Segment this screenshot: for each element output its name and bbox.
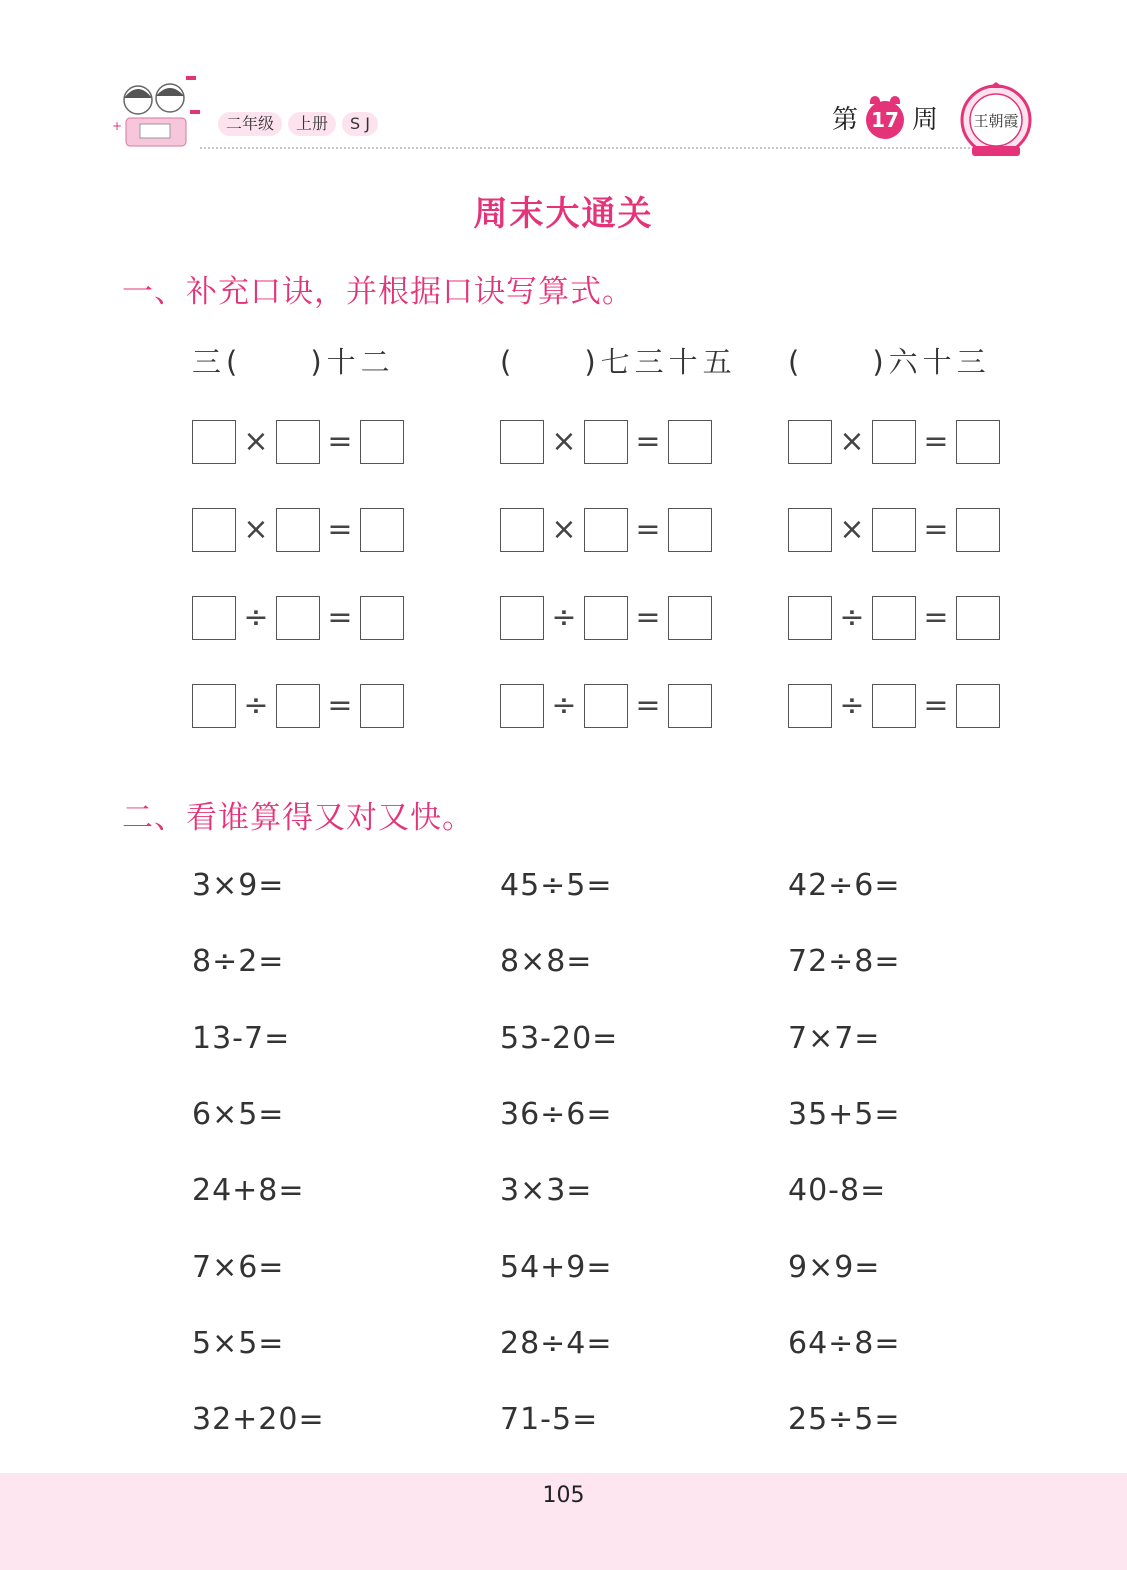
answer-box-result[interactable] <box>668 508 712 552</box>
answer-box-factor-2[interactable] <box>276 420 320 464</box>
edition-badge: S J <box>342 112 378 136</box>
arithmetic-problem: 3×3= <box>500 1173 593 1208</box>
arithmetic-problem: 13-7= <box>192 1021 291 1056</box>
operator-sign: ÷ <box>243 600 269 635</box>
answer-box-result[interactable] <box>360 508 404 552</box>
arithmetic-problem: 8÷2= <box>192 944 285 979</box>
svg-text:+: + <box>112 119 123 133</box>
answer-box-factor-1[interactable] <box>788 508 832 552</box>
equals-sign: = <box>923 688 949 723</box>
arithmetic-problem: 32+20= <box>192 1402 325 1437</box>
answer-box-factor-1[interactable] <box>500 508 544 552</box>
operator-sign: ÷ <box>839 600 865 635</box>
answer-box-factor-1[interactable] <box>788 596 832 640</box>
operator-sign: ÷ <box>839 688 865 723</box>
answer-box-factor-2[interactable] <box>276 596 320 640</box>
answer-box-result[interactable] <box>668 596 712 640</box>
week-suffix: 周 <box>912 105 939 135</box>
equals-sign: = <box>327 512 353 547</box>
answer-box-factor-2[interactable] <box>872 420 916 464</box>
arithmetic-problem: 7×7= <box>788 1021 881 1056</box>
week-prefix: 第 <box>832 105 859 135</box>
arithmetic-problem: 71-5= <box>500 1402 599 1437</box>
children-reading-illustration <box>108 68 208 156</box>
arithmetic-problem: 64÷8= <box>788 1326 901 1361</box>
arithmetic-problem: 9×9= <box>788 1250 881 1285</box>
equals-sign: = <box>923 600 949 635</box>
operator-sign: ÷ <box>243 688 269 723</box>
operator-sign: × <box>551 424 577 459</box>
equals-sign: = <box>923 512 949 547</box>
arithmetic-problem: 3×9= <box>192 868 285 903</box>
equals-sign: = <box>327 688 353 723</box>
answer-box-result[interactable] <box>360 596 404 640</box>
arithmetic-problem: 8×8= <box>500 944 593 979</box>
answer-box-result[interactable] <box>360 684 404 728</box>
page-number: 105 <box>542 1483 585 1508</box>
operator-sign: × <box>243 424 269 459</box>
rhyme-1: 三( )十二 <box>192 345 395 379</box>
page-title: 周末大通关 <box>473 194 654 234</box>
equals-sign: = <box>635 512 661 547</box>
operator-sign: ÷ <box>551 600 577 635</box>
arithmetic-problem: 35+5= <box>788 1097 901 1132</box>
arithmetic-problem: 24+8= <box>192 1173 305 1208</box>
answer-box-factor-1[interactable] <box>788 684 832 728</box>
answer-box-factor-1[interactable] <box>500 596 544 640</box>
answer-box-factor-2[interactable] <box>276 508 320 552</box>
answer-box-result[interactable] <box>956 508 1000 552</box>
arithmetic-problem: 7×6= <box>192 1250 285 1285</box>
equals-sign: = <box>327 600 353 635</box>
section-2-heading: 二、看谁算得又对又快。 <box>122 800 474 836</box>
svg-text:王朝霞: 王朝霞 <box>973 112 1019 130</box>
answer-box-factor-2[interactable] <box>872 684 916 728</box>
answer-box-result[interactable] <box>956 420 1000 464</box>
answer-box-result[interactable] <box>956 596 1000 640</box>
answer-box-factor-2[interactable] <box>584 684 628 728</box>
arithmetic-problem: 54+9= <box>500 1250 613 1285</box>
answer-box-factor-1[interactable] <box>500 420 544 464</box>
week-number-badge: 17 <box>866 101 904 139</box>
equals-sign: = <box>635 688 661 723</box>
volume-badge: 上册 <box>288 112 336 136</box>
operator-sign: ÷ <box>551 688 577 723</box>
page-header <box>0 0 1127 170</box>
header-divider <box>200 147 970 149</box>
arithmetic-problem: 5×5= <box>192 1326 285 1361</box>
answer-box-result[interactable] <box>360 420 404 464</box>
arithmetic-problem: 53-20= <box>500 1021 619 1056</box>
answer-box-factor-2[interactable] <box>276 684 320 728</box>
operator-sign: × <box>243 512 269 547</box>
answer-box-factor-2[interactable] <box>872 596 916 640</box>
arithmetic-problem: 42÷6= <box>788 868 901 903</box>
rhyme-3: ( )六十三 <box>788 345 991 379</box>
answer-box-factor-1[interactable] <box>788 420 832 464</box>
arithmetic-problem: 36÷6= <box>500 1097 613 1132</box>
equals-sign: = <box>635 424 661 459</box>
answer-box-factor-2[interactable] <box>584 420 628 464</box>
arithmetic-problem: 45÷5= <box>500 868 613 903</box>
equals-sign: = <box>327 424 353 459</box>
arithmetic-problem: 25÷5= <box>788 1402 901 1437</box>
arithmetic-problem: 6×5= <box>192 1097 285 1132</box>
equals-sign: = <box>635 600 661 635</box>
answer-box-factor-1[interactable] <box>192 684 236 728</box>
answer-box-factor-2[interactable] <box>872 508 916 552</box>
brand-seal-logo <box>958 80 1034 160</box>
operator-sign: × <box>839 512 865 547</box>
arithmetic-problem: 72÷8= <box>788 944 901 979</box>
answer-box-factor-1[interactable] <box>192 508 236 552</box>
answer-box-factor-1[interactable] <box>192 420 236 464</box>
answer-box-result[interactable] <box>668 684 712 728</box>
answer-box-result[interactable] <box>956 684 1000 728</box>
answer-box-factor-2[interactable] <box>584 596 628 640</box>
grade-badge: 二年级 <box>218 112 282 136</box>
arithmetic-problem: 28÷4= <box>500 1326 613 1361</box>
rhyme-2: ( )七三十五 <box>500 345 737 379</box>
answer-box-factor-2[interactable] <box>584 508 628 552</box>
answer-box-factor-1[interactable] <box>500 684 544 728</box>
arithmetic-problem: 40-8= <box>788 1173 887 1208</box>
section-1-heading: 一、补充口诀，并根据口诀写算式。 <box>122 274 634 310</box>
equals-sign: = <box>923 424 949 459</box>
answer-box-result[interactable] <box>668 420 712 464</box>
operator-sign: × <box>839 424 865 459</box>
operator-sign: × <box>551 512 577 547</box>
answer-box-factor-1[interactable] <box>192 596 236 640</box>
